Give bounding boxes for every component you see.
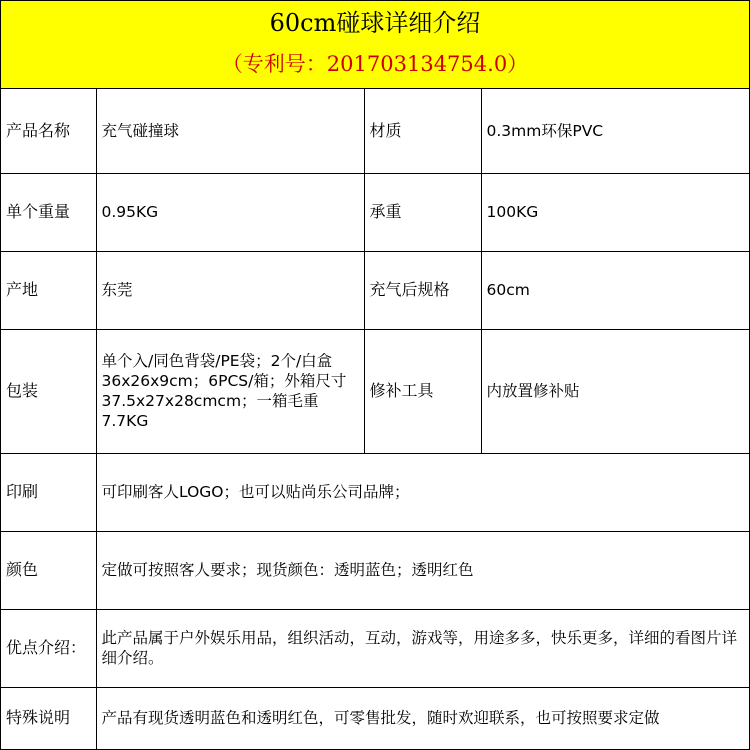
value-advantages: 此产品属于户外娱乐用品，组织活动，互动，游戏等，用途多多，快乐更多，详细的看图片详细介绍。 [96, 609, 749, 687]
table-row [1, 531, 749, 609]
value-unit-weight: 0.95KG [96, 173, 364, 251]
table-row [1, 687, 749, 749]
label-product-name: 产品名称 [1, 89, 96, 173]
table-row [1, 329, 749, 453]
table-row [1, 173, 749, 251]
label-color: 颜色 [1, 531, 96, 609]
value-printing: 可印刷客人LOGO；也可以贴尚乐公司品牌； [96, 453, 749, 531]
label-inflated-size: 充气后规格 [364, 251, 481, 329]
label-material: 材质 [364, 89, 481, 173]
value-packaging: 单个入/同色背袋/PE袋；2个/白盒36x26x9cm；6PCS/箱；外箱尺寸37.5x27x28cmcm；一箱毛重7.7KG [96, 329, 364, 453]
label-load-capacity: 承重 [364, 173, 481, 251]
label-special-notes: 特殊说明 [1, 687, 96, 749]
label-packaging: 包装 [1, 329, 96, 453]
page-title: 60cm碰球详细介绍 [269, 9, 481, 37]
header-banner [1, 1, 749, 89]
value-origin: 东莞 [96, 251, 364, 329]
label-repair-tool: 修补工具 [364, 329, 481, 453]
value-inflated-size: 60cm [481, 251, 749, 329]
value-color: 定做可按照客人要求；现货颜色：透明蓝色；透明红色 [96, 531, 749, 609]
label-advantages: 优点介绍： [1, 609, 96, 687]
value-product-name: 充气碰撞球 [96, 89, 364, 173]
value-load-capacity: 100KG [481, 173, 749, 251]
label-origin: 产地 [1, 251, 96, 329]
value-material: 0.3mm环保PVC [481, 89, 749, 173]
label-printing: 印刷 [1, 453, 96, 531]
value-repair-tool: 内放置修补贴 [481, 329, 749, 453]
label-unit-weight: 单个重量 [1, 173, 96, 251]
patent-number: （专利号：201703134754.0） [221, 52, 529, 76]
table-row [1, 453, 749, 531]
table-row [1, 251, 749, 329]
table-row [1, 89, 749, 173]
spec-table [1, 89, 749, 749]
table-row [1, 609, 749, 687]
value-special-notes: 产品有现货透明蓝色和透明红色，可零售批发，随时欢迎联系，也可按照要求定做 [96, 687, 749, 749]
